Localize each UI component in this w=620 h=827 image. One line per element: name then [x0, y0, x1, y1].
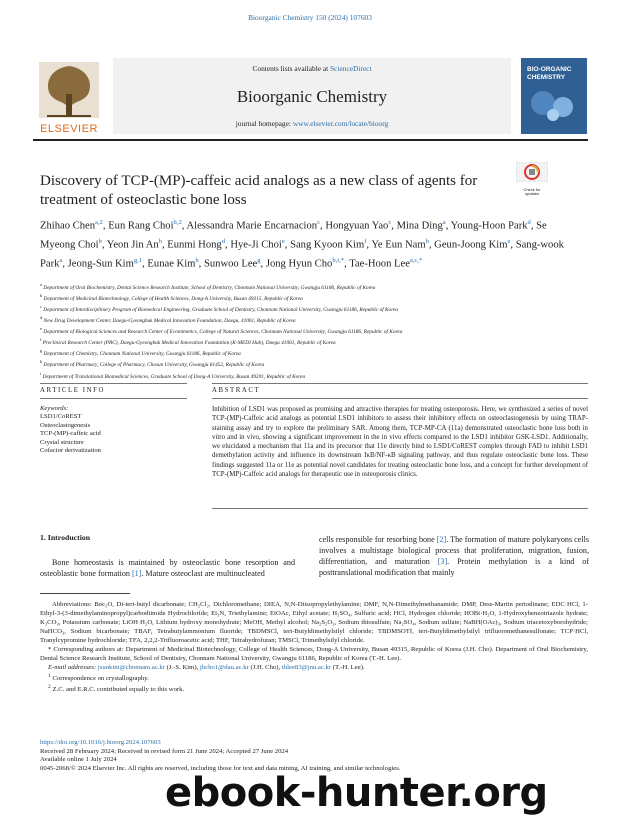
- author[interactable]: Alessandra Marie Encarnacion: [186, 220, 318, 232]
- affiliation: $^f$ Preclinical Research Center (PRC), Daegu-Gyeongbuk Medical Innovation Foundation (K-MEDI Hub), Daegu 41061, Republic of Korea: [40, 337, 336, 347]
- email-footnote: E-mail addresses: jsunkim@chonnam.ac.kr (J.-S. Kim), jhcho1@dau.ac.kr (J.H. Cho), thlee83@jnu.ac.kr (T.-H. Lee).: [48, 664, 365, 671]
- author[interactable]: Zhihao Chen: [40, 220, 96, 232]
- reference-link[interactable]: [2]: [436, 535, 447, 544]
- keyword: Osteoclastogenesis: [40, 421, 91, 429]
- author-affiliation-marker[interactable]: f: [364, 238, 367, 246]
- homepage-link[interactable]: www.elsevier.com/locate/bioorg: [292, 119, 389, 128]
- cover-title-2: CHEMISTRY: [527, 74, 566, 81]
- author[interactable]: Tae-Hoon Lee: [349, 259, 410, 270]
- author-affiliation-marker[interactable]: d: [527, 219, 531, 226]
- abstract-text: Inhibition of LSD1 was proposed as promising and attractive therapies for treating osteoporosis. Here, we synthesized a series of novel TCP-(MP)-Caffeic acid analogs as potential LSD1 inhibitors to assess their inhibitory effects on osteoclastogenesis by using TRAP-staining assay and try to explore the preliminary SAR. Among them, TCP-MP-CA (11a) demonstrated osteoclastic bone loss both in vitro and in vivo, showing a significant improvement in the in vivo effects compared to the LSD1 inhibitor GSK-LSD1. Additionally, we elucidated a mechanism that 11a and its precursor that 11e directly bind to LSD1/CoREST complex through FAD to inhibit LSD1 demethylation activity and influence its downstream IκB/NF-κB signaling pathway, and thus regulate osteoclastic bone loss. These findings suggested 11a or 11e as potential novel candidates for treating osteoclastic bone loss, and a concept for further development of TCP-(MP)-Caffeic acid analogs for therapeutic use in osteoporosis clinics.: [212, 406, 588, 479]
- cover-graphic: [521, 81, 587, 127]
- affiliation-list: [40, 281, 580, 381]
- author[interactable]: Jong Hyun Cho: [265, 259, 333, 270]
- corresponding-footnote: * Corresponding authors at: Department of Medicinal Biotechnology, College of Health Sciences, Dong-A University, Busan 49315, Republic of Korea (J.H. Cho). Department of Oral Biochemistry, Dental Science Research Institute, School of Dentistry, Chonnam National University, Gwangju 61186, Republic of Korea (T.-H. Lee).: [40, 646, 588, 662]
- affiliation: $^h$ Department of Pharmacy, College of Pharmacy, Chosun University, Gwangju 61452, Republic of Korea: [40, 359, 265, 369]
- abstract-rule-bottom: [212, 398, 588, 399]
- author-affiliation-marker[interactable]: b,2: [173, 219, 182, 226]
- author[interactable]: Young-Hoon Park: [450, 220, 528, 232]
- author-affiliation-marker[interactable]: b: [98, 238, 102, 246]
- affiliation: $^g$ Department of Chemistry, Chonnam National University, Gwangju 61186, Republic of Korea: [40, 348, 241, 358]
- publisher-name: ELSEVIER: [40, 123, 98, 135]
- abstract-rule-end: [212, 508, 588, 509]
- homepage-line: journal homepage: www.elsevier.com/locate/bioorg: [235, 119, 389, 128]
- footnotes: [40, 600, 588, 694]
- affiliation: $^c$ Department of Interdisciplinary Program of Biomedical Engineering, Graduate School of Dentistry, Chonnam National University, Gwangju 61186, Republic of Korea: [40, 304, 399, 313]
- article-meta: [40, 739, 588, 774]
- journal-cover: [521, 58, 587, 134]
- author[interactable]: Ye Eun Nam: [371, 239, 426, 251]
- journal-header: [33, 58, 588, 136]
- author[interactable]: Hongyuan Yao: [325, 220, 389, 232]
- introduction-heading: 1. Introduction: [40, 533, 91, 542]
- author-affiliation-marker[interactable]: c: [317, 219, 321, 226]
- author[interactable]: Sunwoo Lee: [203, 259, 258, 270]
- author-affiliation-marker[interactable]: d: [221, 238, 226, 246]
- check-updates-icon: [516, 162, 548, 182]
- author-list: Zhihao Chen$^{a,2}$, Eun Rang Choi$^{b,2}$, Alessandra Marie Encarnacion$^c$, Hongyuan Yao$^c$, Mina Ding$^a$, Young-Hoon Park$^d$, Se Myeong Choi$^b$, Yeon Jin An$^b$, Eunmi Hong$^d$, Hye-Ji Choi$^e$, Sang Kyoon Kim$^f$, Ye Eun Nam$^b$, Geun-Joong Kim$^e$, Sang-wook Park$^a$, Jeong-Sun Kim$^{g,1}$, Eunae Kim$^h$, Sunwoo Lee$^g$, Jong Hyun Cho$^{b,i,*}$, Tae-Hoon Lee$^{a,c,*}$: [40, 219, 564, 270]
- author[interactable]: Sang-wook Park: [40, 239, 564, 270]
- author-affiliation-marker[interactable]: e: [281, 238, 285, 246]
- email-link[interactable]: thlee83@jnu.ac.kr: [281, 664, 332, 671]
- keyword: Cofactor derivatization: [40, 447, 101, 455]
- contents-line: Contents lists available at ScienceDirect: [252, 64, 372, 73]
- keywords-label: Keywords:: [40, 405, 69, 412]
- journal-name: Bioorganic Chemistry: [236, 87, 388, 106]
- author[interactable]: Hye-Ji Choi: [230, 239, 282, 251]
- email-link[interactable]: jhcho1@dau.ac.kr: [199, 664, 249, 671]
- note-1: $^1$ Correspondence on crystallography.: [48, 673, 149, 683]
- author-affiliation-marker[interactable]: e: [507, 238, 511, 246]
- author-affiliation-marker[interactable]: a: [442, 219, 446, 226]
- sciencedirect-link[interactable]: ScienceDirect: [330, 64, 372, 73]
- reference-link[interactable]: [3]: [437, 557, 448, 567]
- abstract-heading: ABSTRACT: [212, 387, 261, 394]
- reference-link[interactable]: [1]: [131, 569, 142, 579]
- article-info-heading: ARTICLE INFO: [40, 387, 106, 394]
- intro-column-1: Bone homeostasis is maintained by osteoclastic bone resorption and osteoblastic bone formation [1]. Mature osteoclast are multinucleated: [40, 558, 295, 579]
- intro-column-2: cells responsible for resorbing bone [2]. The formation of mature polykaryons cells involves a multistage biological process that proliferation, migration, fusion, differentiation, and maturation [3]. Protein methylation is a kind of posttranslational modification that mainly: [319, 535, 589, 578]
- author-affiliation-marker[interactable]: a,2: [95, 219, 103, 226]
- abstract-rule-top: [212, 383, 588, 384]
- watermark-text: ebook-hunter.org: [165, 770, 548, 816]
- cover-title-1: BIO-ORGANIC: [527, 66, 572, 73]
- affiliation: $^b$ Department of Medicinal Biotechnology, College of Health Sciences, Dong-A University, Busan 49315, Republic of Korea: [40, 293, 303, 302]
- email-link[interactable]: jsunkim@chonnam.ac.kr: [97, 664, 165, 671]
- article-info-rule-top: [40, 383, 187, 384]
- author[interactable]: Se Myeong Choi: [40, 220, 547, 251]
- journal-citation[interactable]: Bioorganic Chemistry 150 (2024) 107603: [248, 13, 372, 22]
- abbreviations-footnote: Abbreviations: Boc₂O, Di-tert-butyl dicarbonate; CH₂Cl₂, Dichloromethane; DIEA, N,N-Diisopropylethylamine; DMF, N,N-Dimethylmethanamide; DMP, Dess-Martin periodinane; EDC·HCl, 1-Ethyl-3-(3-dimethylaminopropyl)carbodiimide Hydrochloride; Et₃N, Triethylamine; EtOAc, Ethyl acetate; H₂SO₄, Sulfuric acid; HCl, Hydrogen chloride; HOBt·H₂O, 1-Hydroxybenzotriazole hydrate; K₂CO₃, Potassium carbonate; LiOH·H₂O, Lithium hydroxy monohydrate; MeOH, Methyl alcohol; Na₂S₂O₃, Sodium thiosulfate; Na₂SO₄, Sodium sulfate; NaBH(OAc)₃, Sodium triacetoxyborohydride; NaHCO₃, Sodium bicarbonate; TBAF, Tetrabutylammonium fluoride; TBDMSCl, tert-Butyldimethylsilyl chloride; TBDMSOTf, tert-Butyldimethylsilyl trifluoromethanesulfonate; TCP·HCl, Tranylcypromine hydrochloride; TFA, 2,2,2-Trifluoroacetic acid; THF, Tetrahydrofuran; TMSCl, Trimethylsilyl chloride.: [40, 601, 588, 644]
- author-affiliation-marker[interactable]: g: [257, 257, 261, 265]
- author-affiliation-marker[interactable]: h: [195, 257, 199, 265]
- author[interactable]: Jeong-Sun Kim: [67, 259, 134, 270]
- check-updates-line1: Check for: [523, 187, 541, 192]
- author[interactable]: Eunmi Hong: [167, 239, 222, 251]
- affiliation: $^a$ Department of Oral Biochemistry, Dental Science Research Institute, School of Dentistry, Chonnam National University, Gwangju 61186, Republic of Korea: [40, 282, 376, 291]
- author[interactable]: Eunae Kim: [147, 259, 196, 270]
- author-affiliation-marker[interactable]: g,1: [133, 257, 143, 265]
- author[interactable]: Yeon Jin An: [106, 239, 159, 251]
- article-title: Discovery of TCP-(MP)-caffeic acid analogs as a new class of agents for treatment of osteoclastic bone loss: [40, 173, 478, 208]
- keyword: Crystal structure: [40, 438, 84, 446]
- keyword: LSD1/CoREST: [40, 413, 82, 421]
- elsevier-tree-icon: [33, 58, 105, 120]
- copyright: 0045-2068/© 2024 Elsevier Inc. All rights are reserved, including those for text and data mining, AI training, and similar technologies.: [40, 765, 401, 773]
- article-info-rule-bottom: [40, 398, 187, 399]
- available-online: Available online 1 July 2024: [40, 756, 117, 764]
- author[interactable]: Geun-Joong Kim: [434, 239, 508, 251]
- keyword: TCP-(MP)-caffeic acid: [40, 430, 101, 438]
- footnote-rule: [40, 593, 130, 594]
- header-rule: [33, 139, 588, 141]
- author[interactable]: Mina Ding: [396, 220, 443, 232]
- author-affiliation-marker[interactable]: b,i,*: [332, 257, 345, 265]
- check-for-updates-button[interactable]: [516, 162, 548, 196]
- journal-info-box: [113, 58, 511, 134]
- check-updates-line2: updates: [524, 191, 540, 196]
- affiliation: $^e$ Department of Biological Sciences and Research Center of Ecomimetics, College of Natural Sciences, Chonnam National University, Gwangju 61186, Republic of Korea: [40, 326, 403, 336]
- affiliation: $^i$ Department of Translational Biomedical Sciences, Graduate School of Dong-A University, Busan 49201, Republic of Korea: [40, 370, 306, 380]
- author-affiliation-marker[interactable]: a: [59, 257, 63, 265]
- affiliation: $^d$ New Drug Development Center, Daegu-Gyeongbuk Medical Innovation Foundation, Daegu, 41061, Republic of Korea: [40, 315, 296, 324]
- doi-link[interactable]: https://doi.org/10.1016/j.bioorg.2024.107603: [40, 739, 161, 746]
- author-affiliation-marker[interactable]: b: [158, 238, 162, 246]
- note-2: $^2$ Z.C. and E.R.C. contributed equally to this work.: [48, 684, 185, 694]
- author-affiliation-marker[interactable]: c: [388, 219, 392, 226]
- author[interactable]: Eun Rang Choi: [108, 220, 174, 232]
- author[interactable]: Sang Kyoon Kim: [290, 239, 365, 251]
- received-dates: Received 28 February 2024; Received in revised form 21 June 2024; Accepted 27 June 2024: [40, 747, 289, 755]
- keywords-block: [40, 405, 180, 455]
- elsevier-logo: [33, 58, 105, 134]
- author-affiliation-marker[interactable]: a,c,*: [409, 257, 423, 265]
- author-affiliation-marker[interactable]: b: [425, 238, 429, 246]
